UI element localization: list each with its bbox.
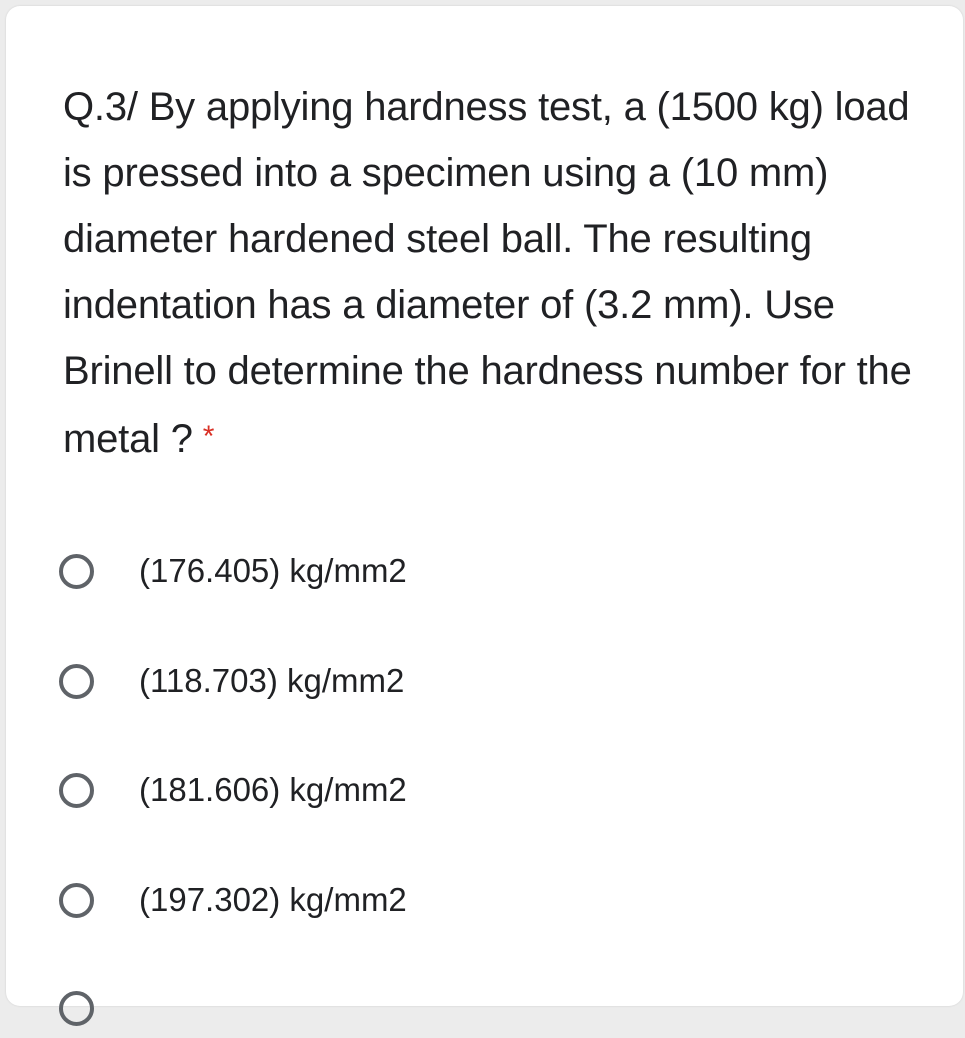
option-3[interactable]: [59, 760, 407, 820]
option-label: (176.405) kg/mm2: [139, 552, 407, 589]
question-card: [6, 6, 963, 1006]
option-4[interactable]: [59, 870, 407, 930]
radio-button-icon[interactable]: [59, 991, 94, 1026]
option-label: (197.302) kg/mm2: [139, 881, 407, 918]
required-asterisk: *: [202, 420, 215, 453]
option-5-partial[interactable]: [59, 978, 94, 1038]
radio-button-icon[interactable]: [59, 554, 94, 589]
option-2[interactable]: [59, 651, 404, 711]
radio-button-icon[interactable]: [59, 664, 94, 699]
question-text: Q.3/ By applying hardness test, a (1500 kg) load is pressed into a specimen using a (10 mm) diameter hardened steel ball. The resulting indentation has a diameter of (3.2 mm). Use Brinell to determine the hardness number for the metal ?: [63, 85, 912, 461]
radio-button-icon[interactable]: [59, 883, 94, 918]
option-1[interactable]: [59, 541, 407, 601]
question-text-block: [63, 74, 923, 472]
radio-button-icon[interactable]: [59, 773, 94, 808]
option-label: (181.606) kg/mm2: [139, 771, 407, 808]
option-label: (118.703) kg/mm2: [139, 662, 405, 699]
